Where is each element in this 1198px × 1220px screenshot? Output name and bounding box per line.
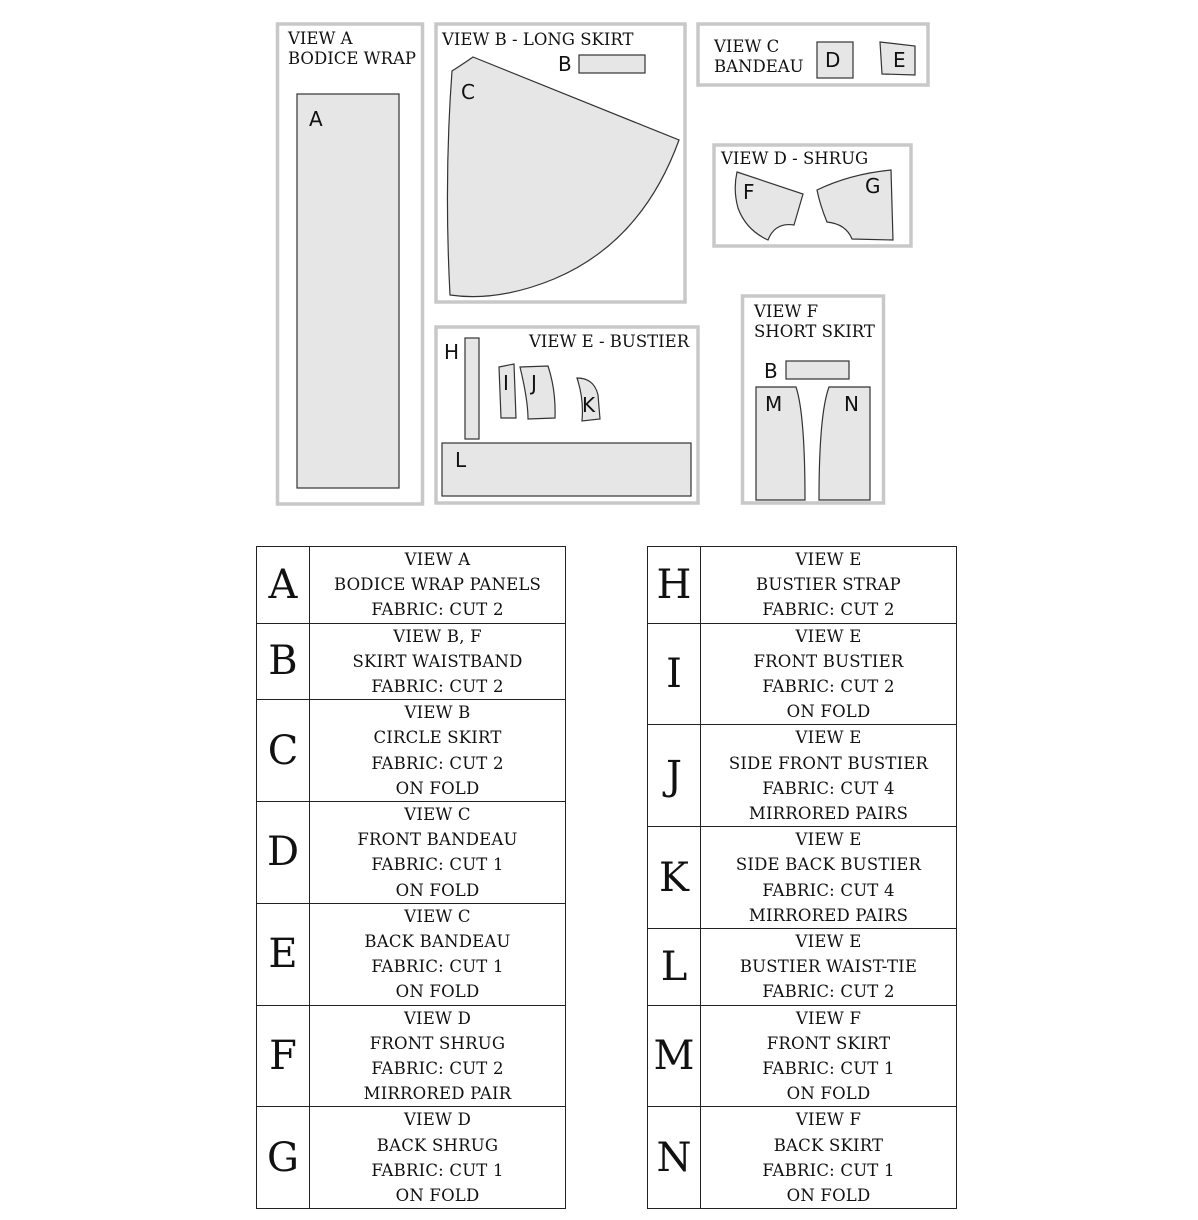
legend-line: VIEW E (795, 728, 862, 748)
legend-letter: B (257, 623, 310, 700)
piece-b-label: B (558, 52, 572, 76)
legend-line: VIEW F (795, 1110, 862, 1130)
legend-line: FABRIC: CUT 1 (371, 957, 504, 977)
legend-line: MIRRORED PAIRS (748, 804, 909, 824)
legend-line: MIRRORED PAIRS (748, 905, 909, 925)
legend-line: FRONT SHRUG (369, 1033, 506, 1053)
legend-letter: M (648, 1005, 701, 1107)
view-a-panel (278, 24, 423, 504)
legend-description (701, 725, 957, 827)
legend-description (310, 623, 566, 700)
legend-line: BUSTIER WAIST-TIE (739, 957, 918, 977)
legend-line: FABRIC: CUT 2 (371, 677, 504, 697)
legend-line: SIDE FRONT BUSTIER (728, 753, 929, 773)
legend-line: FABRIC: CUT 2 (371, 753, 504, 773)
view-e-panel (436, 327, 698, 503)
legend-line: SKIRT WAISTBAND (352, 651, 523, 671)
legend-line: FABRIC: CUT 1 (371, 855, 504, 875)
legend-line: ON FOLD (786, 1084, 871, 1104)
legend-line: VIEW E (795, 932, 862, 952)
legend-line: FABRIC: CUT 4 (762, 880, 895, 900)
legend-line: BODICE WRAP PANELS (333, 575, 542, 595)
piece-j-label: J (531, 371, 537, 395)
legend-line: VIEW F (795, 1008, 862, 1028)
piece-h-label: H (444, 340, 460, 364)
legend-line: VIEW E (795, 550, 862, 569)
view-b-title: VIEW B - LONG SKIRT (442, 30, 634, 49)
legend-line: ON FOLD (395, 982, 480, 1002)
legend-row-n (648, 1107, 957, 1209)
legend-line: SIDE BACK BUSTIER (735, 855, 922, 875)
legend-line: FABRIC: CUT 2 (371, 600, 504, 620)
legend-line: ON FOLD (786, 1186, 871, 1206)
piece-b-short-label: B (764, 359, 778, 383)
legend-description (310, 1005, 566, 1107)
piece-g-label: G (865, 174, 881, 198)
legend-line: FRONT SKIRT (766, 1033, 891, 1053)
legend-line: VIEW E (795, 626, 862, 646)
legend-line: FABRIC: CUT 1 (762, 1059, 895, 1079)
legend-letter: G (257, 1107, 310, 1209)
piece-b-shape (579, 55, 645, 73)
legend-description (310, 903, 566, 1005)
legend-line: CIRCLE SKIRT (373, 728, 502, 748)
legend-description (310, 700, 566, 802)
piece-e-label: E (893, 48, 906, 72)
legend-row-j (648, 725, 957, 827)
legend-table-left (256, 546, 566, 1209)
legend-letter: C (257, 700, 310, 802)
legend-line: VIEW C (404, 805, 471, 825)
legend-description (310, 1107, 566, 1209)
legend-letter: L (648, 929, 701, 1006)
legend-description (701, 827, 957, 929)
view-d-title: VIEW D - SHRUG (721, 149, 869, 168)
legend-row-i (648, 623, 957, 725)
legend-description (701, 1005, 957, 1107)
legend-line: FABRIC: CUT 2 (371, 1059, 504, 1079)
legend-description (310, 547, 566, 624)
piece-l-shape (442, 443, 691, 496)
view-f-panel (743, 296, 884, 503)
view-c-title-line1: VIEW C (714, 37, 780, 56)
view-c-title-line2: BANDEAU (714, 57, 804, 76)
piece-n-label: N (844, 392, 859, 416)
legend-line: FABRIC: CUT 2 (762, 600, 895, 620)
legend-line: FRONT BANDEAU (357, 830, 518, 850)
legend-line: ON FOLD (395, 880, 480, 900)
legend-description (701, 1107, 957, 1209)
legend-line: FABRIC: CUT 2 (762, 677, 895, 697)
view-d-panel (714, 145, 911, 246)
legend-line: VIEW A (404, 550, 471, 569)
piece-i-label: I (503, 371, 509, 395)
legend-line: FABRIC: CUT 1 (762, 1160, 895, 1180)
legend-line: BACK BANDEAU (364, 932, 511, 952)
view-b-panel (436, 24, 685, 302)
legend-line: VIEW D (403, 1110, 472, 1130)
legend-row-b (257, 623, 566, 700)
legend-line: BACK SKIRT (773, 1135, 884, 1155)
view-a-title-line1: VIEW A (288, 29, 353, 48)
legend-letter: N (648, 1107, 701, 1209)
piece-a-shape (297, 94, 399, 488)
legend-line: VIEW C (404, 906, 471, 926)
legend-line: ON FOLD (786, 702, 871, 722)
legend-row-d (257, 802, 566, 904)
legend-line: FABRIC: CUT 2 (762, 982, 895, 1002)
view-a-title-line2: BODICE WRAP (288, 49, 417, 68)
legend-letter: D (257, 802, 310, 904)
legend-description (701, 623, 957, 725)
legend-row-m (648, 1005, 957, 1107)
piece-b-short-shape (786, 361, 849, 379)
legend-description (701, 929, 957, 1006)
legend-description (701, 547, 957, 624)
view-f-title-line2: SHORT SKIRT (754, 322, 875, 341)
legend-line: BUSTIER STRAP (756, 575, 901, 595)
view-c-panel (698, 24, 928, 85)
legend-table-right (647, 546, 957, 1209)
pattern-layout-diagram (0, 0, 1198, 520)
legend-description (310, 802, 566, 904)
piece-d-label: D (825, 48, 841, 72)
legend-line: VIEW E (795, 830, 862, 850)
legend-row-h (648, 547, 957, 624)
piece-l-label: L (455, 448, 467, 472)
legend-row-c (257, 700, 566, 802)
legend-row-a (257, 547, 566, 624)
legend-line: FABRIC: CUT 4 (762, 778, 895, 798)
legend-row-g (257, 1107, 566, 1209)
legend-line: BACK SHRUG (376, 1135, 499, 1155)
legend-row-f (257, 1005, 566, 1107)
piece-f-label: F (743, 180, 755, 204)
legend-row-k (648, 827, 957, 929)
view-f-title-line1: VIEW F (754, 302, 819, 321)
piece-h-shape (465, 338, 479, 439)
legend-letter: J (648, 725, 701, 827)
legend-line: VIEW B, F (393, 626, 482, 646)
legend-line: ON FOLD (395, 778, 480, 798)
legend-row-e (257, 903, 566, 1005)
legend-line: FABRIC: CUT 1 (371, 1160, 504, 1180)
piece-c-label: C (461, 80, 475, 104)
legend-line: VIEW B (404, 703, 471, 723)
legend-letter: H (648, 547, 701, 624)
legend-line: FRONT BUSTIER (753, 651, 904, 671)
piece-a-label: A (309, 107, 323, 131)
legend-letter: F (257, 1005, 310, 1107)
legend-letter: I (648, 623, 701, 725)
legend-letter: E (257, 903, 310, 1005)
view-e-title: VIEW E - BUSTIER (529, 332, 690, 351)
legend-line: VIEW D (403, 1008, 472, 1028)
legend-row-l (648, 929, 957, 1006)
legend-letter: K (648, 827, 701, 929)
legend-line: MIRRORED PAIR (363, 1084, 512, 1104)
piece-m-label: M (765, 392, 783, 416)
piece-k-label: K (582, 393, 596, 417)
legend-letter: A (257, 547, 310, 624)
legend-line: ON FOLD (395, 1186, 480, 1206)
